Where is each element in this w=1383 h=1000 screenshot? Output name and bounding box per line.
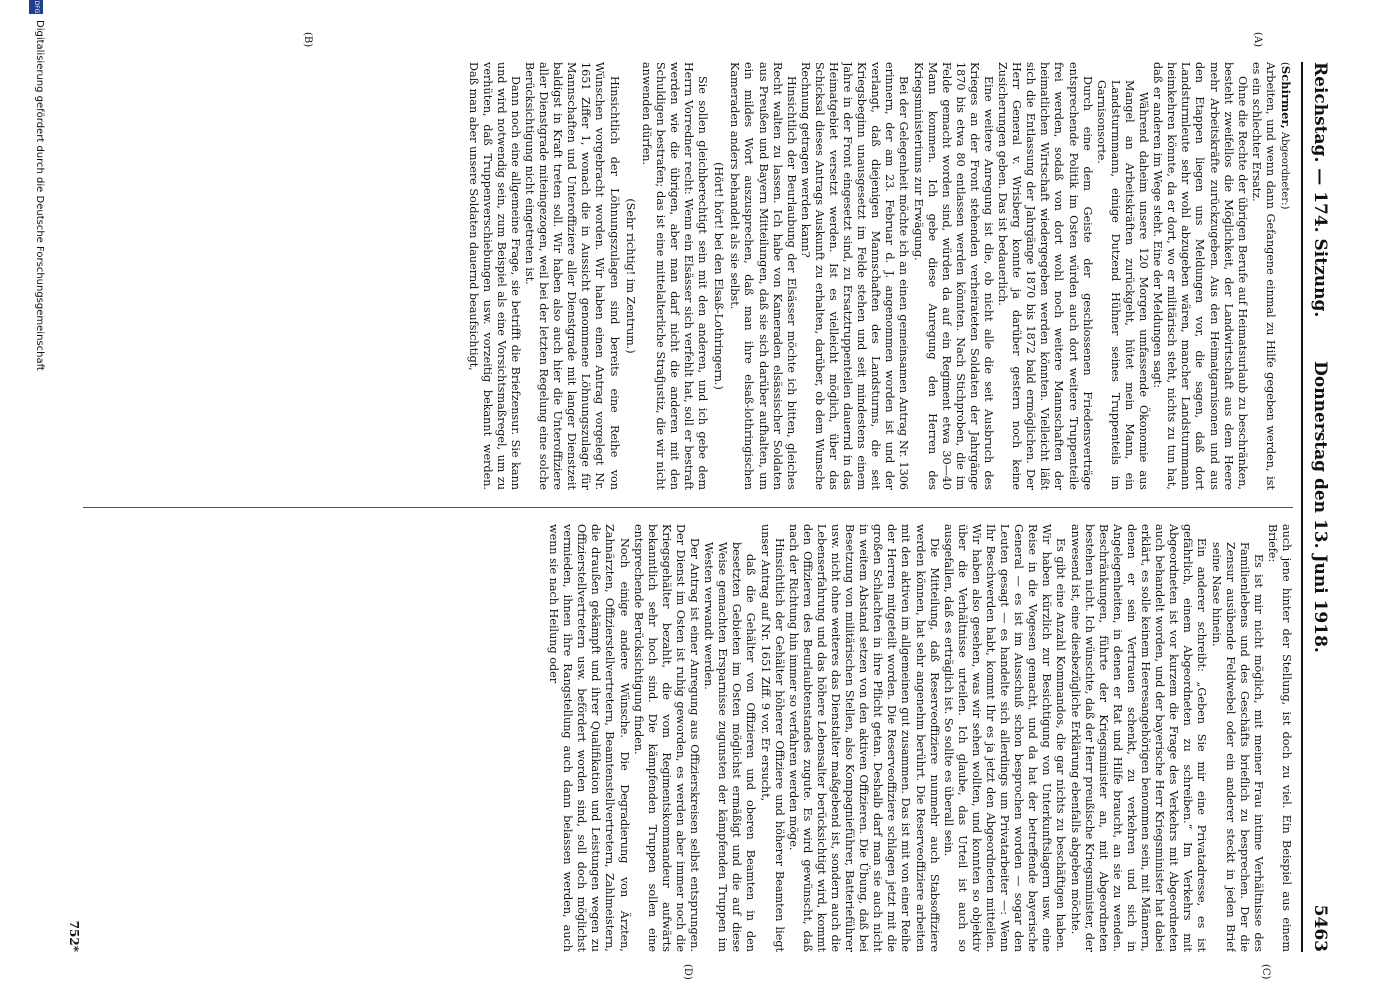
paragraph: Eine weitere Anregung ist die, ob nicht alle die seit Ausbruch des Krieges an der Front stehenden verheirateten Soldaten der Jahrgänge 1870 bis etwa 80 entlassen werden könnten. Nach Stichproben, die im Felde gemacht worden sind, würden da auf ein Regiment etwa 30—40 Mann kommen. Ich gebe diese Anregung den Herren des Kriegsministeriums zur Erwägung. (911, 62, 996, 490)
page-header (1301, 62, 1333, 952)
margin-marker-d: (D) (682, 964, 693, 980)
quoted-letter: Es ist mir nicht möglich, mit meiner Frau intime Verhältnisse des Familienlebens und des Geschäfts brieflich zu besprechen. Der die Zensur ausübende Feldwebel oder ein anderer steckt in jeden Brief seine Nase hinein. (1209, 542, 1265, 952)
paragraph: Die Mitteilung, daß Reserveoffiziere nunmehr auch Stabsoffiziere werden können, hat sehr angenehm berührt. Die Reserveoffiziere arbeiten mit den aktiven im allgemeinen gut zusammen. Das ist mit von einer Reihe der Herren mitgeteilt worden. Die Reserveoffiziere schlagen jetzt mit die großen Schlachten in ihre Pflicht getan. Deshalb darf man sie auch nicht in weitem Abstand setzen von den aktiven Offizieren. Die Übung, daß bei Besetzung von militärischen Stellen, also Kompagnieführer, Batterieführer usw. nicht ohne weiteres das Dienstalter maßgebend ist, sondern auch die Lebenserfahrung und das höhere Lebensalter berücksichtigt wird, kommt den Offizieren des Beurlaubtenstandes zugute. Es wird gewünscht, daß nach der Richtung hin immer so verfahren werden möge. (786, 524, 941, 952)
paragraph: Bei der Gelegenheit möchte ich an einen gemeinsamen Antrag Nr. 1306 erinnern, der am 23. Februar d. J. angenommen worden ist und der verlangt, daß diejenigen Mannschaften des Landsturms, die seit Kriegsbeginn unausgesetzt im Felde stehen und seit mindestens einem Jahre in der Front eingesetzt sind, zu Ersatztruppenteilen dauernd in das Heimatgebiet versetzt werden. Ist es vielleicht möglich, über das Schicksal dieses Antrags Auskunft zu erhalten, darüber, ob dem Wunsche Rechnung getragen werden kann? (798, 62, 911, 490)
motion-text: daß die Gehälter von Offizieren und oberen Beamten in den besetzten Gebieten im Osten möglichst ermäßigt und die auf diese Weise gemachten Ersparnisse zugunsten der kämpfenden Truppen im Westen verwandt werden. (702, 542, 758, 952)
margin-marker-a: (A) (1252, 32, 1263, 48)
quoted-letter: Während daheim unsere 120 Morgen umfassende Ökonomie aus Mangel an Arbeitskräften zurückgeht, hütet mein Mann, ein Landsturmmann, einige Dutzend Hühner seines Truppenteils im Garnisonsorte. (1094, 80, 1151, 490)
interjection: (Hört! hört! bei den Elsaß-Lothringern.) (712, 162, 726, 390)
paragraph: Hinsichtlich der Beurlaubung der Elsässer möchte ich bitten, gleiches Recht walten zu lassen. Ich habe von Kameraden elsässischer Soldaten aus Preußen und Bayern Mitteilungen, daß sie sich darüber aufhalten, um ein mildes Wort auszusprechen, daß man ihre elsaß-lothringischen Kameraden anders behandelt als sie selbst. (728, 62, 798, 490)
paragraph: Ein anderer schreibt: „Geben Sie mir eine Privatadresse, es ist gefährlich, einem Abgeordneten zu schreiben.“ Im Verkehrs mit Abgeordneten ist vor kurzem die Frage des Verkehrs mit Abgeordneten auch behandelt worden, und der bayerische Herr Kriegsminister hat dabei erklärt, es solle keinem Heeresangehörigen benommen sein, mit Männern, denen er sein Vertrauen schenkt, zu verkehren und sich in Angelegenheiten, in denen er Rat und Hilfe braucht, an sie zu wenden. Beschränkungen, führte der Kriegsminister an, mit Abgeordneten bestehen nicht. Ich wünschte, daß der Herr preußische Kriegsminister, der anwesend ist, eine diesbezügliche Erklärung ebenfalls abgeben möchte. (1068, 524, 1209, 952)
margin-marker-b: (B) (302, 32, 313, 48)
speaker-tag: (Schirmer, Abgeordneter:) (1279, 62, 1293, 210)
paragraph: Sie sollen gleichberechtigt sein mit den anderen, und ich gebe dem Herrn Vorredner recht: Wenn ein Elsässer sich verfehlt hat, soll er bestraft werden wie die übrigen, aber man darf nicht die anderen mit den Schuldigen bestrafen; das ist eine mittelalterliche Strafjustiz, die wir nicht anwenden dürfen. (639, 62, 710, 490)
paragraph: Hinsichtlich der Löhnungszulagen sind bereits eine Reihe von Wünschen vorgebracht worden. Wir haben einen Antrag vorgelegt Nr. 1651 Ziffer 1, wonach die in Aussicht genommene Löhnungszulage für Mannschaften und Unteroffiziere aller Dienstgrade mit langer Dienstzeit baldigst in Kraft treten soll. Wir haben also auch hier die Unteroffiziere aller Dienstgrade miteingezogen, weil bei der letzten Regelung eine solche Berücksichtigung nicht eingetreten ist. (523, 62, 621, 490)
interjection: (Sehr richtig! im Zentrum.) (623, 198, 637, 354)
dfg-logo: DFG (29, 0, 43, 14)
speaker-role: Abgeordneter: (1279, 131, 1290, 206)
page-number: 5463 (1310, 904, 1330, 952)
paragraph: Hinsichtlich der Gehälter höherer Offiziere und höherer Beamten liegt unser Antrag auf Nr. 1651 Ziff. 9 vor. Er ersucht, (758, 524, 786, 952)
paragraph: Es gibt eine Anzahl Kommandos, die gar nichts zu beschäftigen haben. Wir haben kürzlich zur Besichtigung von Unterkunftslagern usw. eine Reise in die Vogesen gemacht, und da hat der betreffende bayerische General — es ist im Ausschuß schon besprochen worden — sogar den Leuten gesagt — es handelte sich allerdings um Privatarbeiter —: Wenn Ihr Beschwerden habt, kommt Ihr es ja jetzt den Abgeordneten mitteilen. Wir haben also gesehen, was wir sehen wollten, und konnten so objektiv über die Verhältnisse urteilen. Ich glaube, das Urteil ist auch so ausgefallen, daß es erträglich ist. So sollte es überall sein. (941, 524, 1068, 952)
speaker-name: Schirmer, (1279, 65, 1293, 129)
paragraph: Ohne die Rechte der übrigen Berufe auf Heimatsurlaub zu beschränken, besteht zweifellos die Möglichkeit, der Landwirtschaft aus dem Heere mehr Arbeitskräfte zurückzugeben. Aus den Heimatgarnisonen und aus den Etappen liegen uns Meldungen vor, die sagen, daß dort Landsturmleute sehr wohl abzugeben wären, mancher Landsturmmann heimkehren könnte, da er dort, wo er militärisch steht, nichts zu tun hat, daß er anderen im Wege steht. Eine der Meldungen sagt: (1151, 62, 1249, 490)
footer-number: 752* (67, 920, 81, 952)
document-page (67, 32, 1333, 980)
paragraph: Der Antrag ist einer Anregung aus Offizierskreisen selbst entsprungen. Der Dienst im Osten ist ruhig geworden, es werden aber immer noch die Kriegsgehälter bezahlt, die vom Regimentskommandeur aufwärts bekanntlich sehr hoch sind. Die kämpfenden Truppen sollen eine entsprechende Berücksichtigung finden. (631, 524, 702, 952)
right-column (83, 524, 1293, 952)
digitization-notice: Digitalisierung gefördert durch die Deutsche Forschungsgemeinschaft (34, 20, 45, 371)
paragraph: Arbeiten, und wenn dann Gefangene einmal zu Hilfe gegeben werden, ist es ein schlechter Ersatz. (1249, 62, 1277, 490)
left-column (83, 62, 1293, 490)
paragraph: Noch einige andere Wünsche. Die Degradierung von Ärzten, Zahnärzten, Offizierstellvertretern, Beamtenstellvertretern, Zahlmeistern, die draußen gekämpft und ihrer Qualifikation und Leistungen wegen zu Offizierstellvertretern usw. befördert worden sind, soll doch möglichst vermieden, ihnen ihre Rangstellung auch dann belassen werden, auch wenn sie nach Heilung oder (547, 524, 631, 952)
paragraph: auch jene hinter der Stellung, ist doch zu viel. Ein Beispiel aus einem Briefe: (1265, 524, 1293, 952)
paragraph: Dann noch eine allgemeine Frage, sie betrifft die Briefzensur. Sie kann und wird notwendig sein, zum Beispiel als eine Vorsichtsmaßregel, um zu verhüten, daß Truppenverschiebungen usw. vorzeitig bekannt werden. Daß man aber unsere Soldaten dauernd beaufsichtigt, (466, 62, 522, 490)
column-divider (83, 507, 1293, 508)
margin-marker-c: (C) (1260, 964, 1271, 980)
header-date: Donnerstag den 13. Juni 1918. (1310, 361, 1330, 653)
paragraph: Durch eine dem Geiste der geschlossenen Friedensverträge entsprechende Politik im Osten würden auch dort weitere Truppenteile frei werden, sodaß von dort wohl noch weitere Mannschaften der heimatlichen Wirtschaft wiedergegeben werden könnten. Vielleicht läßt sich die Entlassung der Jahrgänge 1870 bis 1872 bald ermöglichen. Der Herr General v. Wrisberg konnte ja darüber gestern noch keine Zusicherungen geben. Das ist bedauerlich. (996, 62, 1094, 490)
header-left: Reichstag. — 174. Sitzung. (1310, 62, 1330, 318)
